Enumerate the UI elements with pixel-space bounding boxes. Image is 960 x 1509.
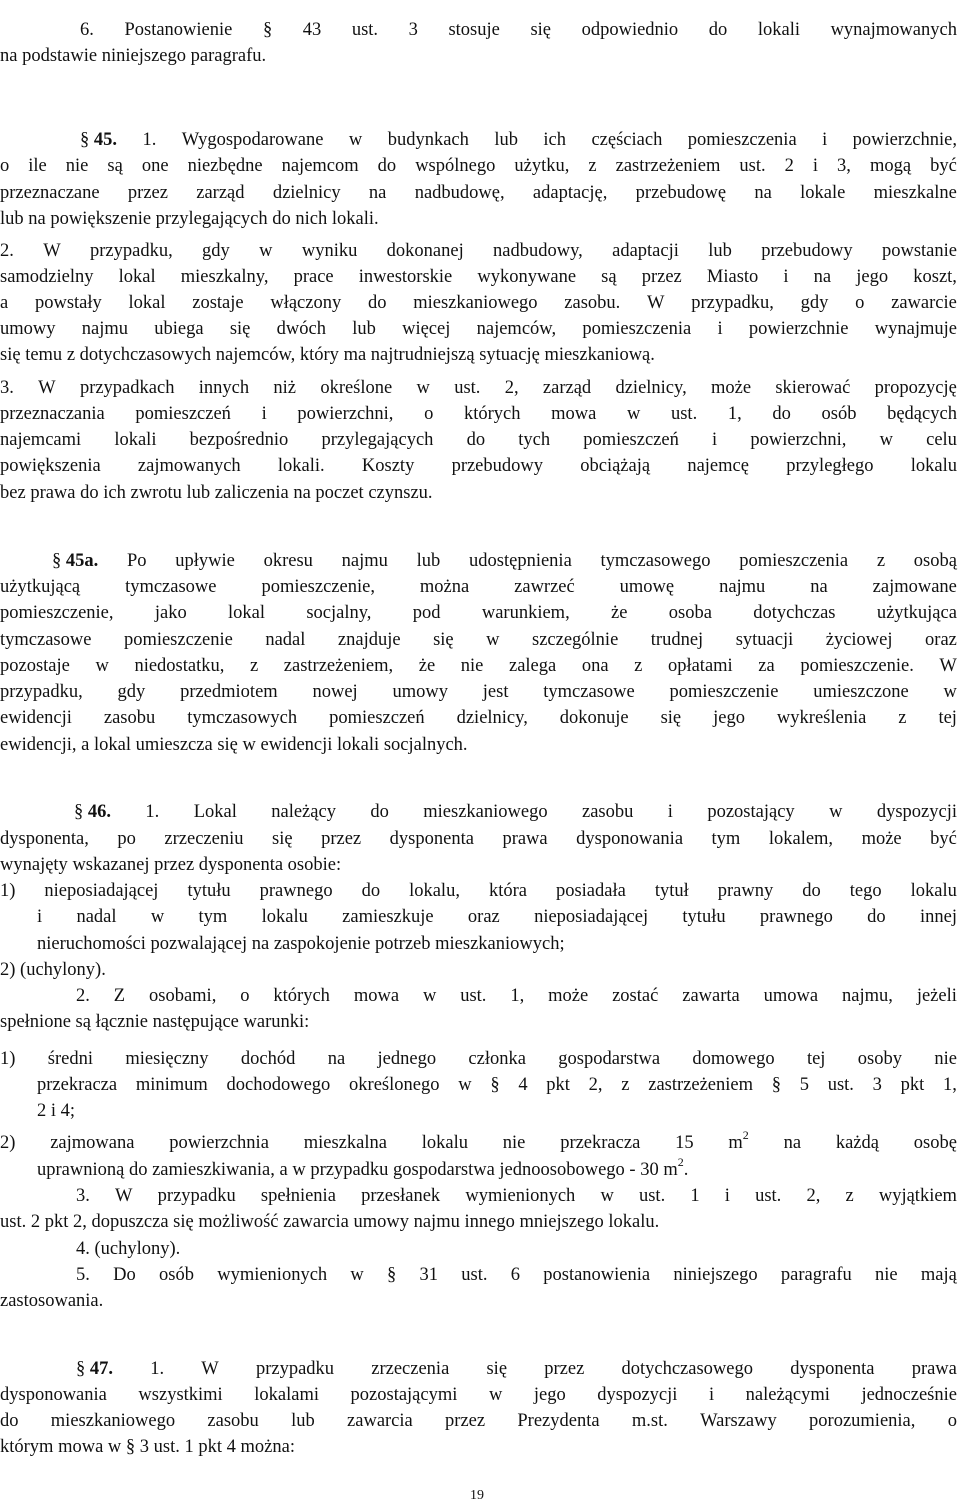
text-line: 2) zajmowana powierzchnia mieszkalna lokalu nie przekracza 15 $m^2$ na każdą osobę	[0, 1127, 957, 1153]
text-line: uprawnioną do zamieszkiwania, a w przypadku gospodarstwa jednoosobowego - 30 $m^2$.	[37, 1154, 689, 1180]
text-line: 5. Do osób wymienionych w § 31 ust. 6 postanowienia niniejszego paragrafu nie mają	[76, 1265, 957, 1285]
text-line: ust. 2 pkt 2, dopuszcza się możliwość zawarcia umowy najmu innego mniejszego lokalu.	[0, 1212, 660, 1232]
text-line: 1) nieposiadającej tytułu prawnego do lokalu, która posiadała tytuł prawny do tego lokalu	[0, 881, 957, 901]
text-line: przypadku, gdy przedmiotem nowej umowy jest tymczasowe pomieszczenie umieszczone w	[0, 682, 957, 702]
text-line: 1) średni miesięczny dochód na jednego członka gospodarstwa domowego tej osoby nie	[0, 1049, 957, 1069]
text-line: § 47. 1. W przypadku zrzeczenia się przez dotychczasowego dysponenta prawa	[76, 1359, 957, 1379]
text-line: przekracza minimum dochodowego określonego w § 4 pkt 2, z zastrzeżeniem § 5 ust. 3 pkt 1,	[37, 1075, 957, 1095]
text-line: 2. W przypadku, gdy w wyniku dokonanej nadbudowy, adaptacji lub przebudowy powstanie	[0, 241, 957, 261]
text-line: 3. W przypadkach innych niż określone w ust. 2, zarząd dzielnicy, może skierować propozycję	[0, 378, 957, 398]
text-line: lub na powiększenie przylegających do nich lokali.	[0, 209, 379, 229]
text-line: 2 i 4;	[37, 1101, 76, 1121]
text-line: którym mowa w § 3 ust. 1 pkt 4 można:	[0, 1437, 295, 1457]
text-line: na podstawie niniejszego paragrafu.	[0, 46, 267, 66]
text-line: samodzielny lokal mieszkalny, prace inwestorskie wykonywane są przez Miasto i na jego koszt,	[0, 267, 957, 287]
text-line: spełnione są łącznie następujące warunki:	[0, 1012, 310, 1032]
text-line: o ile nie są one niezbędne najemcom do wspólnego użytku, z zastrzeżeniem ust. 2 i 3, mogą być	[0, 156, 957, 176]
text-line: § 45a. Po upływie okresu najmu lub udostępnienia tymczasowego pomieszczenia z osobą	[52, 551, 957, 571]
text-line: § 46. 1. Lokal należący do mieszkaniowego zasobu i pozostający w dyspozycji	[74, 802, 957, 822]
text-line: pozostaje w niedostatku, z zastrzeżeniem, że nie zalega ona z opłatami za pomieszczenie. W	[0, 656, 957, 676]
text-line: przeznaczania pomieszczeń i powierzchni, o których mowa w ust. 1, do osób będących	[0, 404, 957, 424]
text-line: się temu z dotychczasowych najemców, który ma najtrudniejszą sytuację mieszkaniową.	[0, 345, 655, 365]
text-line: pomieszczenie, jako lokal socjalny, pod warunkiem, że osoba dotychczas użytkująca	[0, 603, 957, 623]
text-line: do mieszkaniowego zasobu lub zawarcia przez Prezydenta m.st. Warszawy porozumienia, o	[0, 1411, 957, 1431]
text-line: i nadal w tym lokalu zamieszkuje oraz nieposiadającej tytułu prawnego do innej	[37, 907, 957, 927]
text-line: 2) (uchylony).	[0, 960, 106, 980]
text-line: tymczasowe pomieszczenie nadal znajduje się w szczególnie trudnej sytuacji życiowej oraz	[0, 630, 957, 650]
text-line: § 45. 1. Wygospodarowane w budynkach lub ich częściach pomieszczenia i powierzchnie,	[80, 130, 957, 150]
text-line: przeznaczane przez zarząd dzielnicy na nadbudowę, adaptację, przebudowę na lokale mieszkalne	[0, 183, 957, 203]
text-line: zastosowania.	[0, 1291, 104, 1311]
text-line: dysponowania wszystkimi lokalami pozostającymi w jego dyspozycji i należącymi jednocześnie	[0, 1385, 957, 1405]
page-number: 19	[470, 1488, 484, 1503]
text-line: 3. W przypadku spełnienia przesłanek wymienionych w ust. 1 i ust. 2, z wyjątkiem	[76, 1186, 957, 1206]
text-line: najemcami lokali bezpośrednio przylegających do tych pomieszczeń i powierzchni, w celu	[0, 430, 957, 450]
text-line: wynajęty wskazanej przez dysponenta osobie:	[0, 855, 342, 875]
text-line: 2. Z osobami, o których mowa w ust. 1, może zostać zawarta umowa najmu, jeżeli	[76, 986, 957, 1006]
text-line: użytkującą tymczasowe pomieszczenie, można zawrzeć umowę najmu na zajmowane	[0, 577, 957, 597]
text-line: ewidencji zasobu tymczasowych pomieszczeń dzielnicy, dokonuje się jego wykreślenia z tej	[0, 708, 957, 728]
text-line: 6. Postanowienie § 43 ust. 3 stosuje się odpowiednio do lokali wynajmowanych	[80, 20, 957, 40]
text-line: 4. (uchylony).	[76, 1239, 181, 1259]
text-line: nieruchomości pozwalającej na zaspokojenie potrzeb mieszkaniowych;	[37, 934, 565, 954]
text-line: umowy najmu ubiega się dwóch lub więcej najemców, pomieszczenia i powierzchnie wynajmuje	[0, 319, 957, 339]
text-line: a powstały lokal zostaje włączony do mieszkaniowego zasobu. W przypadku, gdy o zawarcie	[0, 293, 957, 313]
text-line: ewidencji, a lokal umieszcza się w ewidencji lokali socjalnych.	[0, 735, 468, 755]
text-line: powiększenia zajmowanych lokali. Koszty przebudowy obciążają najemcę przyległego lokalu	[0, 456, 957, 476]
text-line: dysponenta, po zrzeczeniu się przez dysponenta prawa dysponowania tym lokalem, może być	[0, 829, 957, 849]
text-line: bez prawa do ich zwrotu lub zaliczenia na poczet czynszu.	[0, 483, 433, 503]
